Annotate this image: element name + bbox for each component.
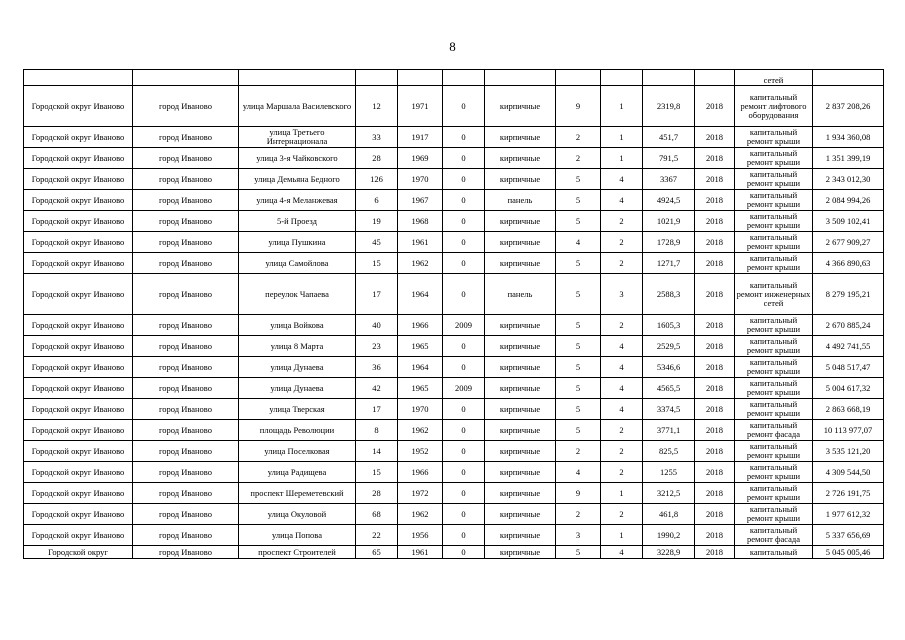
cell-settlement: город Иваново: [133, 315, 239, 336]
cell-settlement: город Иваново: [133, 86, 239, 127]
cell-cost: 5 004 617,32: [813, 378, 884, 399]
cell-build-year: 1965: [398, 378, 443, 399]
cell-municipality: Городской округ Иваново: [24, 253, 133, 274]
cell-cost: 1 351 399,19: [813, 148, 884, 169]
cell-floors: 5: [556, 169, 601, 190]
cell-settlement: город Иваново: [133, 148, 239, 169]
cell-reconstruction-year: 0: [443, 211, 485, 232]
cell-house-number: 28: [356, 483, 398, 504]
cell-street: улица Дунаева: [239, 357, 356, 378]
cell-municipality: Городской округ Иваново: [24, 504, 133, 525]
cell-build-year: 1970: [398, 169, 443, 190]
table-row: [24, 148, 884, 169]
cell-floors: 5: [556, 336, 601, 357]
cell-house-number: 40: [356, 315, 398, 336]
cell-municipality: Городской округ Иваново: [24, 86, 133, 127]
cell-area: 461,8: [643, 504, 695, 525]
cell-plan-year: 2018: [695, 190, 735, 211]
cell-reconstruction-year: 0: [443, 274, 485, 315]
cell-reconstruction-year: 0: [443, 127, 485, 148]
cell-house-number: 22: [356, 525, 398, 546]
cell-entrances: 4: [601, 357, 643, 378]
cell-wall-material: панель: [485, 190, 556, 211]
cell-reconstruction-year: 0: [443, 253, 485, 274]
cell-street: улица Попова: [239, 525, 356, 546]
cell-settlement: город Иваново: [133, 525, 239, 546]
cell-settlement: город Иваново: [133, 504, 239, 525]
cell-area: 3228,9: [643, 546, 695, 559]
cell-cost: 2 863 668,19: [813, 399, 884, 420]
cell-reconstruction-year: 2009: [443, 378, 485, 399]
cell-floors: 9: [556, 86, 601, 127]
cell-floors: 5: [556, 274, 601, 315]
cell-wall-material: кирпичные: [485, 357, 556, 378]
cell-cost: 4 492 741,55: [813, 336, 884, 357]
cell-street: улица 3-я Чайковского: [239, 148, 356, 169]
cell-settlement: город Иваново: [133, 546, 239, 559]
cell-house-number: 28: [356, 148, 398, 169]
cell-cost: 10 113 977,07: [813, 420, 884, 441]
cell-build-year: 1966: [398, 462, 443, 483]
cell-work-type: капитальный ремонт крыши: [735, 504, 813, 525]
cell-plan-year: 2018: [695, 315, 735, 336]
cell-plan-year: 2018: [695, 525, 735, 546]
cell-house-number: 42: [356, 378, 398, 399]
cell-area: 451,7: [643, 127, 695, 148]
cell-plan-year: 2018: [695, 357, 735, 378]
cell-entrances: 1: [601, 483, 643, 504]
cell-street: улица Самойлова: [239, 253, 356, 274]
cell-area: 2319,8: [643, 86, 695, 127]
table-row: [24, 169, 884, 190]
cell-house-number: 8: [356, 420, 398, 441]
cell-work-type: капитальный ремонт крыши: [735, 211, 813, 232]
cell-settlement: город Иваново: [133, 483, 239, 504]
cell-work-type: капитальный ремонт инженерных сетей: [735, 274, 813, 315]
table-row: [24, 211, 884, 232]
table-row: [24, 420, 884, 441]
page-number: 8: [449, 39, 456, 54]
cell-wall-material: кирпичные: [485, 148, 556, 169]
cell-build-year: 1962: [398, 504, 443, 525]
cell-build-year: 1966: [398, 315, 443, 336]
cell-street: улица Демьяна Бедного: [239, 169, 356, 190]
cell-house-number: 126: [356, 169, 398, 190]
cell-cost: 2 677 909,27: [813, 232, 884, 253]
cell-work-type: капитальный ремонт крыши: [735, 315, 813, 336]
cell-build-year: 1952: [398, 441, 443, 462]
cell-entrances: 3: [601, 274, 643, 315]
cell-cost: 3 509 102,41: [813, 211, 884, 232]
cell-area: 1255: [643, 462, 695, 483]
cell-area: 4565,5: [643, 378, 695, 399]
cell-plan-year: 2018: [695, 399, 735, 420]
cell-floors: 5: [556, 420, 601, 441]
cell-street: улица Поселковая: [239, 441, 356, 462]
cell-work-type: капитальный ремонт крыши: [735, 462, 813, 483]
table-row: [24, 232, 884, 253]
cell-wall-material: кирпичные: [485, 399, 556, 420]
cell-house-number: 12: [356, 86, 398, 127]
cell-settlement: город Иваново: [133, 274, 239, 315]
cell-area: 825,5: [643, 441, 695, 462]
cell-cost: 1 934 360,08: [813, 127, 884, 148]
cell-area: 5346,6: [643, 357, 695, 378]
cell-wall-material: кирпичные: [485, 211, 556, 232]
cell-cost: 4 366 890,63: [813, 253, 884, 274]
cell-municipality: Городской округ Иваново: [24, 420, 133, 441]
cell-reconstruction-year: 0: [443, 336, 485, 357]
cell-house-number: 15: [356, 253, 398, 274]
cell-area: 1990,2: [643, 525, 695, 546]
cell-plan-year: 2018: [695, 274, 735, 315]
cell-build-year: 1962: [398, 253, 443, 274]
cell-plan-year: 2018: [695, 420, 735, 441]
cell-floors: 5: [556, 357, 601, 378]
cell-street: 5-й Проезд: [239, 211, 356, 232]
cell-municipality: Городской округ Иваново: [24, 399, 133, 420]
cell-cost: 1 977 612,32: [813, 504, 884, 525]
cell-settlement: город Иваново: [133, 232, 239, 253]
cell-floors: 5: [556, 211, 601, 232]
cell-work-type: капитальный ремонт крыши: [735, 378, 813, 399]
cell-area: 791,5: [643, 148, 695, 169]
cell-reconstruction-year: 0: [443, 169, 485, 190]
cell-reconstruction-year: 2009: [443, 315, 485, 336]
table-row: [24, 504, 884, 525]
cell-area: 4924,5: [643, 190, 695, 211]
cell-entrances: 2: [601, 462, 643, 483]
cell-settlement: город Иваново: [133, 190, 239, 211]
cell-municipality: Городской округ Иваново: [24, 127, 133, 148]
cell-build-year: 1968: [398, 211, 443, 232]
cell-plan-year: 2018: [695, 232, 735, 253]
cell-entrances: 1: [601, 148, 643, 169]
cell-house-number: 33: [356, 127, 398, 148]
cell-municipality: Городской округ Иваново: [24, 525, 133, 546]
cell-plan-year: 2018: [695, 86, 735, 127]
cell-reconstruction-year: 0: [443, 504, 485, 525]
table-row: [24, 190, 884, 211]
cell-municipality: Городской округ Иваново: [24, 169, 133, 190]
cell-cost: 2 726 191,75: [813, 483, 884, 504]
cell-wall-material: кирпичные: [485, 546, 556, 559]
cell-entrances: 2: [601, 315, 643, 336]
cell-area: 3374,5: [643, 399, 695, 420]
cell-work-type: капитальный ремонт крыши: [735, 336, 813, 357]
cell-municipality: Городской округ Иваново: [24, 315, 133, 336]
cell-area: 1605,3: [643, 315, 695, 336]
cell-municipality: Городской округ Иваново: [24, 148, 133, 169]
cell-municipality: Городской округ: [24, 546, 133, 559]
cell-house-number: 6: [356, 190, 398, 211]
cell-floors: 9: [556, 483, 601, 504]
cell-house-number: 36: [356, 357, 398, 378]
cell-settlement: город Иваново: [133, 169, 239, 190]
cell-work-type: капитальный ремонт крыши: [735, 127, 813, 148]
cell-build-year: 1972: [398, 483, 443, 504]
cell-build-year: 1961: [398, 232, 443, 253]
cell-plan-year: 2018: [695, 504, 735, 525]
cell-work-type: капитальный: [735, 546, 813, 559]
cell-street: проспект Строителей: [239, 546, 356, 559]
cell-entrances: 1: [601, 525, 643, 546]
cell-reconstruction-year: 0: [443, 483, 485, 504]
table-row: [24, 86, 884, 127]
cell-work-type: капитальный ремонт крыши: [735, 441, 813, 462]
table-row: [24, 357, 884, 378]
cell-wall-material: кирпичные: [485, 378, 556, 399]
cell-floors: 5: [556, 190, 601, 211]
cell-cost: 2 670 885,24: [813, 315, 884, 336]
cell-street: улица Окуловой: [239, 504, 356, 525]
cell-street: проспект Шереметевский: [239, 483, 356, 504]
cell-settlement: город Иваново: [133, 399, 239, 420]
cell-reconstruction-year: 0: [443, 441, 485, 462]
cell-street: улица 4-я Меланжевая: [239, 190, 356, 211]
cell-wall-material: кирпичные: [485, 504, 556, 525]
cell-settlement: город Иваново: [133, 127, 239, 148]
cell-wall-material: кирпичные: [485, 86, 556, 127]
cell-build-year: 1969: [398, 148, 443, 169]
cell-reconstruction-year: 0: [443, 86, 485, 127]
cell-street: переулок Чапаева: [239, 274, 356, 315]
cell-cost: 5 337 656,69: [813, 525, 884, 546]
cell-street: улица Маршала Василевского: [239, 86, 356, 127]
cell-reconstruction-year: 0: [443, 357, 485, 378]
cell-wall-material: кирпичные: [485, 127, 556, 148]
cell-settlement: город Иваново: [133, 336, 239, 357]
cell-reconstruction-year: 0: [443, 148, 485, 169]
cell-area: 3367: [643, 169, 695, 190]
table-row: [24, 483, 884, 504]
cell-house-number: 14: [356, 441, 398, 462]
cell-work-type: капитальный ремонт крыши: [735, 169, 813, 190]
cell-wall-material: кирпичные: [485, 315, 556, 336]
cell-wall-material: кирпичные: [485, 441, 556, 462]
cell-house-number: 17: [356, 274, 398, 315]
cell-plan-year: 2018: [695, 127, 735, 148]
cell-municipality: Городской округ Иваново: [24, 190, 133, 211]
cell-municipality: Городской округ Иваново: [24, 378, 133, 399]
cell-settlement: город Иваново: [133, 357, 239, 378]
cell-municipality: Городской округ Иваново: [24, 483, 133, 504]
cell-area: 1021,9: [643, 211, 695, 232]
cell-municipality: Городской округ Иваново: [24, 357, 133, 378]
cell-wall-material: кирпичные: [485, 420, 556, 441]
cell-wall-material: кирпичные: [485, 462, 556, 483]
cell-area: 2529,5: [643, 336, 695, 357]
cell-build-year: 1971: [398, 86, 443, 127]
cell-entrances: 2: [601, 420, 643, 441]
cell-work-type: капитальный ремонт фасада: [735, 420, 813, 441]
cell-street: улица Пушкина: [239, 232, 356, 253]
cell-build-year: 1965: [398, 336, 443, 357]
cell-plan-year: 2018: [695, 169, 735, 190]
cell-wall-material: кирпичные: [485, 253, 556, 274]
cell-settlement: город Иваново: [133, 211, 239, 232]
cell-municipality: Городской округ Иваново: [24, 441, 133, 462]
cell-build-year: 1917: [398, 127, 443, 148]
cell-wall-material: кирпичные: [485, 483, 556, 504]
cell-municipality: Городской округ Иваново: [24, 462, 133, 483]
cell-entrances: 2: [601, 504, 643, 525]
cell-cost: 2 084 994,26: [813, 190, 884, 211]
cell-plan-year: 2018: [695, 378, 735, 399]
cell-cost: 3 535 121,20: [813, 441, 884, 462]
cell-build-year: 1961: [398, 546, 443, 559]
cell-build-year: 1964: [398, 357, 443, 378]
cell-reconstruction-year: 0: [443, 420, 485, 441]
cell-municipality: Городской округ Иваново: [24, 211, 133, 232]
cell-cost: 4 309 544,50: [813, 462, 884, 483]
cell-entrances: 2: [601, 211, 643, 232]
cell-floors: 2: [556, 441, 601, 462]
table-row: [24, 127, 884, 148]
cell-floors: 4: [556, 462, 601, 483]
cell-municipality: Городской округ Иваново: [24, 336, 133, 357]
cell-street: площадь Революции: [239, 420, 356, 441]
table-row: [24, 253, 884, 274]
cell-plan-year: 2018: [695, 253, 735, 274]
cell-work-type: капитальный ремонт крыши: [735, 483, 813, 504]
cell-reconstruction-year: 0: [443, 546, 485, 559]
cell-street: улица Третьего Интернационала: [239, 127, 356, 148]
cell-floors: 5: [556, 546, 601, 559]
cell-wall-material: кирпичные: [485, 169, 556, 190]
cell-reconstruction-year: 0: [443, 462, 485, 483]
cell-house-number: 19: [356, 211, 398, 232]
cell-street: улица Войкова: [239, 315, 356, 336]
table-row: [24, 546, 884, 559]
cell-area: 2588,3: [643, 274, 695, 315]
cell-reconstruction-year: 0: [443, 232, 485, 253]
cell-floors: 5: [556, 315, 601, 336]
cell-street: улица Радищева: [239, 462, 356, 483]
cell-floors: 2: [556, 504, 601, 525]
cell-entrances: 4: [601, 169, 643, 190]
cell-work-type: капитальный ремонт фасада: [735, 525, 813, 546]
cell-area: 3212,5: [643, 483, 695, 504]
cell-settlement: город Иваново: [133, 378, 239, 399]
cell-floors: 2: [556, 148, 601, 169]
cell-settlement: город Иваново: [133, 462, 239, 483]
cell-build-year: 1967: [398, 190, 443, 211]
cell-work-type: капитальный ремонт крыши: [735, 399, 813, 420]
cell-cost: 2 343 012,30: [813, 169, 884, 190]
cell-settlement: город Иваново: [133, 441, 239, 462]
cell-plan-year: 2018: [695, 441, 735, 462]
cell-entrances: 1: [601, 127, 643, 148]
table-row: [24, 462, 884, 483]
cell-cost: 5 048 517,47: [813, 357, 884, 378]
cell-wall-material: кирпичные: [485, 525, 556, 546]
cell-work-type: капитальный ремонт крыши: [735, 190, 813, 211]
table-row: [24, 441, 884, 462]
cell-entrances: 4: [601, 378, 643, 399]
cell-floors: 4: [556, 232, 601, 253]
cell-settlement: город Иваново: [133, 253, 239, 274]
cell-work-type: капитальный ремонт лифтового оборудования: [735, 86, 813, 127]
table-row: [24, 315, 884, 336]
cell-work-type: капитальный ремонт крыши: [735, 357, 813, 378]
cell-cost: 5 045 005,46: [813, 546, 884, 559]
cell-entrances: 2: [601, 232, 643, 253]
cell-wall-material: панель: [485, 274, 556, 315]
cell-build-year: 1964: [398, 274, 443, 315]
cell-plan-year: 2018: [695, 483, 735, 504]
cell-entrances: 4: [601, 190, 643, 211]
cell-work-type: капитальный ремонт крыши: [735, 232, 813, 253]
cell-work-type: сетей: [735, 70, 813, 86]
cell-plan-year: 2018: [695, 211, 735, 232]
table-row-continued: [24, 70, 884, 86]
cell-work-type: капитальный ремонт крыши: [735, 253, 813, 274]
cell-plan-year: 2018: [695, 336, 735, 357]
cell-house-number: 15: [356, 462, 398, 483]
cell-entrances: 4: [601, 336, 643, 357]
cell-entrances: 2: [601, 253, 643, 274]
cell-house-number: 65: [356, 546, 398, 559]
cell-municipality: Городской округ Иваново: [24, 232, 133, 253]
cell-entrances: 2: [601, 441, 643, 462]
cell-build-year: 1970: [398, 399, 443, 420]
cell-entrances: 4: [601, 399, 643, 420]
table-row: [24, 399, 884, 420]
cell-floors: 5: [556, 378, 601, 399]
cell-area: 1728,9: [643, 232, 695, 253]
cell-cost: 2 837 208,26: [813, 86, 884, 127]
cell-entrances: 1: [601, 86, 643, 127]
cell-area: 1271,7: [643, 253, 695, 274]
cell-wall-material: кирпичные: [485, 232, 556, 253]
cell-work-type: капитальный ремонт крыши: [735, 148, 813, 169]
cell-plan-year: 2018: [695, 148, 735, 169]
cell-plan-year: 2018: [695, 546, 735, 559]
cell-street: улица Тверская: [239, 399, 356, 420]
cell-reconstruction-year: 0: [443, 190, 485, 211]
cell-build-year: 1956: [398, 525, 443, 546]
cell-floors: 5: [556, 253, 601, 274]
cell-municipality: Городской округ Иваново: [24, 274, 133, 315]
cell-build-year: 1962: [398, 420, 443, 441]
cell-reconstruction-year: 0: [443, 525, 485, 546]
table-row: [24, 336, 884, 357]
cell-street: улица Дунаева: [239, 378, 356, 399]
cell-house-number: 45: [356, 232, 398, 253]
table-row: [24, 525, 884, 546]
cell-floors: 3: [556, 525, 601, 546]
cell-reconstruction-year: 0: [443, 399, 485, 420]
cell-plan-year: 2018: [695, 462, 735, 483]
table-row: [24, 274, 884, 315]
cell-house-number: 68: [356, 504, 398, 525]
table-row: [24, 378, 884, 399]
cell-entrances: 4: [601, 546, 643, 559]
cell-street: улица 8 Марта: [239, 336, 356, 357]
cell-floors: 2: [556, 127, 601, 148]
cell-wall-material: кирпичные: [485, 336, 556, 357]
housing-repair-table: [23, 69, 884, 559]
cell-floors: 5: [556, 399, 601, 420]
cell-house-number: 17: [356, 399, 398, 420]
cell-house-number: 23: [356, 336, 398, 357]
cell-settlement: город Иваново: [133, 420, 239, 441]
cell-cost: 8 279 195,21: [813, 274, 884, 315]
cell-area: 3771,1: [643, 420, 695, 441]
